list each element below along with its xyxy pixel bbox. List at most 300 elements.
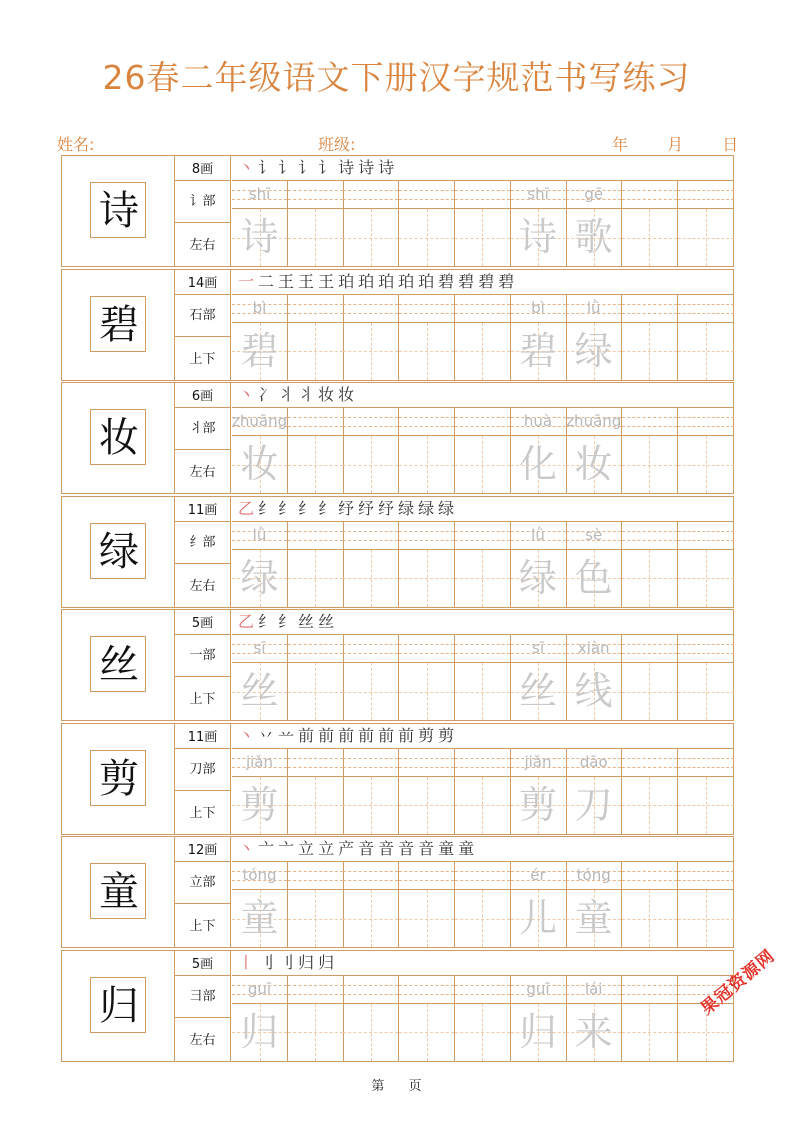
pinyin-lines [455, 295, 510, 323]
writing-cell[interactable] [566, 522, 622, 607]
writing-cell[interactable] [511, 408, 567, 493]
pinyin-lines [455, 635, 510, 663]
pinyin-lines [288, 522, 343, 550]
writing-cell[interactable] [399, 181, 455, 266]
char-info-column [175, 156, 231, 266]
writing-grid [232, 749, 733, 834]
tian-grid [566, 209, 621, 266]
model-char: 碧 [99, 301, 139, 348]
pinyin-lines [288, 635, 343, 663]
tian-grid [232, 436, 287, 493]
tian-grid [399, 550, 454, 607]
writing-cell[interactable] [511, 295, 567, 380]
pinyin-lines [288, 862, 343, 890]
model-char-column [62, 497, 175, 607]
tian-grid [232, 550, 287, 607]
pinyin-lines [622, 295, 677, 323]
writing-cell[interactable] [566, 181, 622, 266]
writing-cell[interactable] [511, 976, 567, 1061]
writing-cell[interactable] [232, 295, 288, 380]
pinyin-lines [343, 635, 398, 663]
trace-char: 诗 [518, 215, 557, 259]
pinyin-lines [343, 295, 398, 323]
stroke-step: 珀 [378, 271, 395, 291]
tian-grid [622, 436, 677, 493]
stroke-step: 纾 [378, 498, 395, 518]
stroke-step: 音 [418, 839, 435, 858]
writing-cell[interactable] [678, 749, 734, 834]
writing-cell[interactable] [622, 181, 678, 266]
writing-grid [232, 408, 733, 493]
radical: 丬部 [175, 408, 230, 450]
stroke-step: 冫 [258, 385, 275, 404]
tian-grid [566, 890, 621, 947]
writing-cell[interactable] [622, 976, 678, 1061]
writing-grid [232, 295, 733, 380]
tian-grid [455, 436, 510, 493]
stroke-step: 妆 [318, 385, 335, 404]
stroke-step: 一 [238, 271, 255, 291]
tian-grid [566, 436, 621, 493]
pinyin-lines [566, 522, 621, 550]
writing-cell[interactable] [343, 181, 399, 266]
writing-cell[interactable] [455, 295, 511, 380]
stroke-order-row [232, 837, 733, 862]
tian-grid [566, 323, 621, 380]
trace-char: 归 [518, 1009, 557, 1054]
stroke-step: 诗 [378, 158, 395, 177]
writing-cell[interactable] [399, 862, 455, 947]
pinyin-lines [511, 295, 566, 323]
model-char: 诗 [99, 188, 139, 234]
pinyin-lines [455, 976, 510, 1004]
tian-grid [622, 209, 677, 266]
writing-cell[interactable] [678, 862, 734, 947]
pinyin-lines [399, 295, 454, 323]
writing-cell[interactable] [511, 522, 567, 607]
writing-cell[interactable] [511, 635, 567, 720]
stroke-step: 剪 [438, 725, 455, 745]
pinyin-lines [343, 862, 398, 890]
stroke-step: 纟 [258, 612, 275, 631]
writing-cell[interactable] [343, 635, 399, 720]
stroke-step: 珀 [418, 271, 435, 291]
writing-cell[interactable] [566, 295, 622, 380]
trace-char: 剪 [240, 782, 279, 827]
tian-grid [511, 663, 566, 720]
writing-cell[interactable] [399, 295, 455, 380]
pinyin-lines [511, 181, 566, 209]
pinyin: tóng [242, 866, 277, 884]
pinyin-lines [566, 181, 621, 209]
writing-cell[interactable] [288, 295, 344, 380]
stroke-step: 珀 [338, 271, 355, 291]
writing-cell[interactable] [288, 408, 344, 493]
tian-grid [343, 663, 398, 720]
trace-char: 归 [240, 1009, 279, 1054]
writing-cell[interactable] [622, 862, 678, 947]
tian-grid [622, 1004, 677, 1061]
tian-grid [232, 890, 287, 947]
model-char-box [90, 296, 146, 352]
pinyin-lines [232, 522, 287, 550]
pinyin-lines [622, 976, 677, 1004]
tian-grid [566, 663, 621, 720]
char-info-column [175, 497, 231, 607]
writing-cell[interactable] [232, 181, 288, 266]
pinyin-lines [232, 295, 287, 323]
pinyin: lǜ [252, 525, 267, 544]
writing-cell[interactable] [678, 635, 734, 720]
writing-cell[interactable] [455, 976, 511, 1061]
writing-cell[interactable] [399, 976, 455, 1061]
writing-cell[interactable] [455, 181, 511, 266]
stroke-step: 绿 [438, 498, 455, 518]
writing-cell[interactable] [343, 749, 399, 834]
tian-grid [399, 777, 454, 834]
pinyin-lines [232, 862, 287, 890]
model-char-column [62, 951, 175, 1061]
tian-grid [678, 323, 734, 380]
pinyin-lines [455, 862, 510, 890]
writing-cell[interactable] [288, 522, 344, 607]
stroke-step: 产 [338, 839, 355, 858]
stroke-step: 前 [318, 725, 335, 745]
pinyin: ér [530, 866, 546, 884]
tian-grid [288, 436, 343, 493]
pinyin-lines [399, 181, 454, 209]
page-title: 26春二年级语文下册汉字规范书写练习 [102, 58, 691, 97]
stroke-step: 纟 [258, 498, 275, 518]
writing-cell[interactable] [343, 295, 399, 380]
tian-grid [399, 663, 454, 720]
stroke-step: 乙 [238, 612, 255, 631]
structure: 左右 [189, 238, 216, 253]
pinyin: tóng [576, 866, 611, 884]
stroke-count: 8画 [175, 156, 230, 181]
writing-cell[interactable] [399, 749, 455, 834]
model-char: 妆 [99, 415, 139, 461]
stroke-step: 乙 [238, 498, 255, 518]
character-block [61, 950, 734, 1062]
writing-cell[interactable] [288, 181, 344, 266]
stroke-step: 丷 [258, 725, 275, 745]
character-block [61, 155, 734, 267]
tian-grid [288, 550, 343, 607]
radical: 立部 [175, 862, 230, 904]
pinyin-lines [566, 295, 621, 323]
stroke-order-row [232, 724, 733, 749]
trace-char: 剪 [518, 782, 557, 827]
tian-grid [511, 890, 566, 947]
stroke-count: 5画 [175, 610, 230, 635]
pinyin: shī [527, 185, 549, 203]
character-block [61, 723, 734, 835]
tian-grid [232, 777, 287, 834]
tian-grid [622, 890, 677, 947]
writing-cell[interactable] [399, 522, 455, 607]
writing-cell[interactable] [232, 862, 288, 947]
model-char-column [62, 270, 175, 380]
writing-cell[interactable] [232, 749, 288, 834]
writing-cell[interactable] [232, 522, 288, 607]
writing-cell[interactable] [511, 181, 567, 266]
writing-cell[interactable] [678, 295, 734, 380]
stroke-step: 王 [318, 271, 335, 291]
stroke-step: 亠 [258, 839, 275, 858]
stroke-step: 童 [458, 839, 475, 858]
pinyin-lines [399, 862, 454, 890]
tian-grid [343, 1004, 398, 1061]
char-info-column [175, 270, 231, 380]
pinyin-lines [288, 976, 343, 1004]
stroke-step: 纟 [278, 498, 295, 518]
pinyin-lines [622, 522, 677, 550]
writing-grid [232, 635, 733, 720]
stroke-step: 前 [398, 725, 415, 745]
writing-cell[interactable] [343, 976, 399, 1061]
tian-grid [343, 777, 398, 834]
writing-cell[interactable] [288, 749, 344, 834]
stroke-step: 丶 [238, 839, 255, 858]
char-info-column [175, 610, 231, 720]
pinyin-lines [566, 862, 621, 890]
writing-cell[interactable] [288, 976, 344, 1061]
radical: 一部 [175, 635, 230, 677]
model-char-box [90, 750, 146, 806]
pinyin-lines [678, 635, 734, 663]
writing-cell[interactable] [566, 749, 622, 834]
pinyin-lines [566, 749, 621, 777]
tian-grid [288, 663, 343, 720]
trace-char: 绿 [518, 555, 557, 600]
model-char-column [62, 383, 175, 493]
pinyin-lines [511, 522, 566, 550]
trace-char: 儿 [518, 896, 557, 940]
trace-char: 色 [574, 555, 613, 600]
writing-cell[interactable] [566, 408, 622, 493]
tian-grid [511, 323, 566, 380]
stroke-step: 讠 [318, 158, 335, 177]
stroke-step: 归 [318, 952, 335, 972]
stroke-step: 音 [398, 839, 415, 858]
stroke-step: 音 [358, 839, 375, 858]
pinyin-lines [678, 862, 734, 890]
stroke-step: 归 [298, 952, 315, 972]
stroke-step: 绿 [418, 498, 435, 518]
trace-char: 妆 [574, 442, 613, 486]
pinyin-lines [622, 749, 677, 777]
writing-cell[interactable] [343, 408, 399, 493]
pinyin-lines [455, 522, 510, 550]
tian-grid [622, 323, 677, 380]
tian-grid [455, 777, 510, 834]
pinyin: sī [253, 639, 266, 657]
pinyin-lines [399, 749, 454, 777]
character-block [61, 836, 734, 948]
pinyin-lines [288, 408, 343, 436]
pinyin-lines [232, 181, 287, 209]
tian-grid [455, 323, 510, 380]
tian-grid [678, 550, 734, 607]
writing-cell[interactable] [399, 408, 455, 493]
stroke-count: 14画 [175, 270, 230, 295]
pinyin: bì [531, 298, 545, 317]
writing-cell[interactable] [678, 522, 734, 607]
pinyin: guī [526, 979, 550, 998]
stroke-step: 刂 [258, 952, 275, 972]
pinyin-lines [622, 635, 677, 663]
model-char-column [62, 610, 175, 720]
writing-cell[interactable] [622, 635, 678, 720]
stroke-step: 诗 [338, 158, 355, 177]
pinyin-lines [566, 408, 621, 436]
stroke-step: 珀 [358, 271, 375, 291]
writing-cell[interactable] [232, 635, 288, 720]
trace-char: 丝 [240, 669, 279, 713]
char-info-column [175, 383, 231, 493]
writing-cell[interactable] [232, 976, 288, 1061]
radical: 彐部 [175, 976, 230, 1018]
stroke-order-row [232, 610, 733, 635]
writing-cell[interactable] [455, 522, 511, 607]
stroke-count: 5画 [175, 951, 230, 976]
stroke-step: 䒑 [278, 725, 295, 745]
tian-grid [399, 436, 454, 493]
character-block [61, 496, 734, 608]
writing-cell[interactable] [455, 408, 511, 493]
stroke-step: 丶 [238, 385, 255, 404]
writing-cell[interactable] [622, 749, 678, 834]
stroke-step: 童 [438, 839, 455, 858]
pinyin-lines [399, 635, 454, 663]
trace-char: 化 [518, 442, 557, 486]
trace-char: 妆 [240, 442, 279, 486]
pinyin-lines [566, 976, 621, 1004]
stroke-step: 立 [318, 839, 335, 858]
pinyin: xiàn [577, 639, 610, 657]
writing-cell[interactable] [622, 408, 678, 493]
model-char-box [90, 182, 146, 238]
writing-cell[interactable] [232, 408, 288, 493]
stroke-step: 纟 [278, 612, 295, 631]
writing-cell[interactable] [622, 295, 678, 380]
writing-cell[interactable] [566, 976, 622, 1061]
pinyin: dāo [579, 752, 608, 771]
writing-cell[interactable] [511, 862, 567, 947]
writing-cell[interactable] [399, 635, 455, 720]
stroke-step: 二 [258, 271, 275, 291]
writing-cell[interactable] [678, 408, 734, 493]
tian-grid [511, 550, 566, 607]
tian-grid [622, 550, 677, 607]
pinyin-lines [343, 408, 398, 436]
watermark: 果冠资源网 [697, 945, 780, 1020]
tian-grid [511, 1004, 566, 1061]
stroke-step: 王 [278, 271, 295, 291]
writing-cell[interactable] [678, 181, 734, 266]
pinyin: jiǎn [245, 752, 274, 771]
model-char: 绿 [99, 528, 139, 575]
stroke-step: 丨 [238, 952, 255, 972]
writing-cell[interactable] [511, 749, 567, 834]
stroke-count: 11画 [175, 497, 230, 522]
pinyin-lines [622, 408, 677, 436]
writing-cell[interactable] [455, 749, 511, 834]
tian-grid [232, 663, 287, 720]
model-char: 剪 [99, 755, 139, 802]
pinyin-lines [511, 976, 566, 1004]
trace-char: 碧 [240, 328, 279, 373]
writing-cell[interactable] [455, 862, 511, 947]
tian-grid [232, 209, 287, 266]
tian-grid [399, 323, 454, 380]
stroke-step: 前 [358, 725, 375, 745]
radical: 讠部 [175, 181, 230, 223]
stroke-step: 立 [298, 839, 315, 858]
writing-cell[interactable] [343, 862, 399, 947]
tian-grid [288, 209, 343, 266]
model-char-box [90, 523, 146, 579]
tian-grid [343, 209, 398, 266]
pinyin-lines [343, 181, 398, 209]
tian-grid [455, 209, 510, 266]
class-label: 班级: [318, 135, 356, 154]
pinyin-lines [343, 976, 398, 1004]
tian-grid [566, 777, 621, 834]
pinyin: lǜ [586, 298, 601, 317]
structure: 上下 [189, 919, 216, 934]
pinyin: huà [523, 412, 553, 430]
stroke-step: 碧 [458, 271, 475, 291]
stroke-step: 珀 [398, 271, 415, 291]
writing-cell[interactable] [566, 635, 622, 720]
writing-grid [232, 862, 733, 947]
tian-grid [511, 436, 566, 493]
writing-cell[interactable] [288, 862, 344, 947]
writing-cell[interactable] [343, 522, 399, 607]
stroke-step: 亠 [278, 839, 295, 858]
pinyin-lines [288, 749, 343, 777]
pinyin-lines [232, 749, 287, 777]
tian-grid [455, 890, 510, 947]
pinyin-lines [399, 976, 454, 1004]
pinyin-lines [455, 181, 510, 209]
tian-grid [678, 777, 734, 834]
pinyin-lines [232, 635, 287, 663]
model-char-column [62, 837, 175, 947]
model-char-column [62, 724, 175, 834]
pinyin: lái [584, 979, 603, 998]
tian-grid [678, 890, 734, 947]
stroke-order-row [232, 270, 733, 295]
model-char-box [90, 409, 146, 465]
tian-grid [455, 1004, 510, 1061]
stroke-order-row [232, 156, 733, 181]
trace-char: 线 [574, 669, 613, 713]
trace-char: 诗 [240, 215, 279, 259]
trace-char: 童 [240, 896, 279, 940]
pinyin-lines [511, 408, 566, 436]
writing-cell[interactable] [455, 635, 511, 720]
writing-cell[interactable] [566, 862, 622, 947]
tian-grid [288, 777, 343, 834]
trace-char: 童 [574, 896, 613, 940]
stroke-step: 丝 [298, 612, 315, 631]
trace-char: 绿 [240, 555, 279, 600]
writing-cell[interactable] [288, 635, 344, 720]
writing-cell[interactable] [622, 522, 678, 607]
